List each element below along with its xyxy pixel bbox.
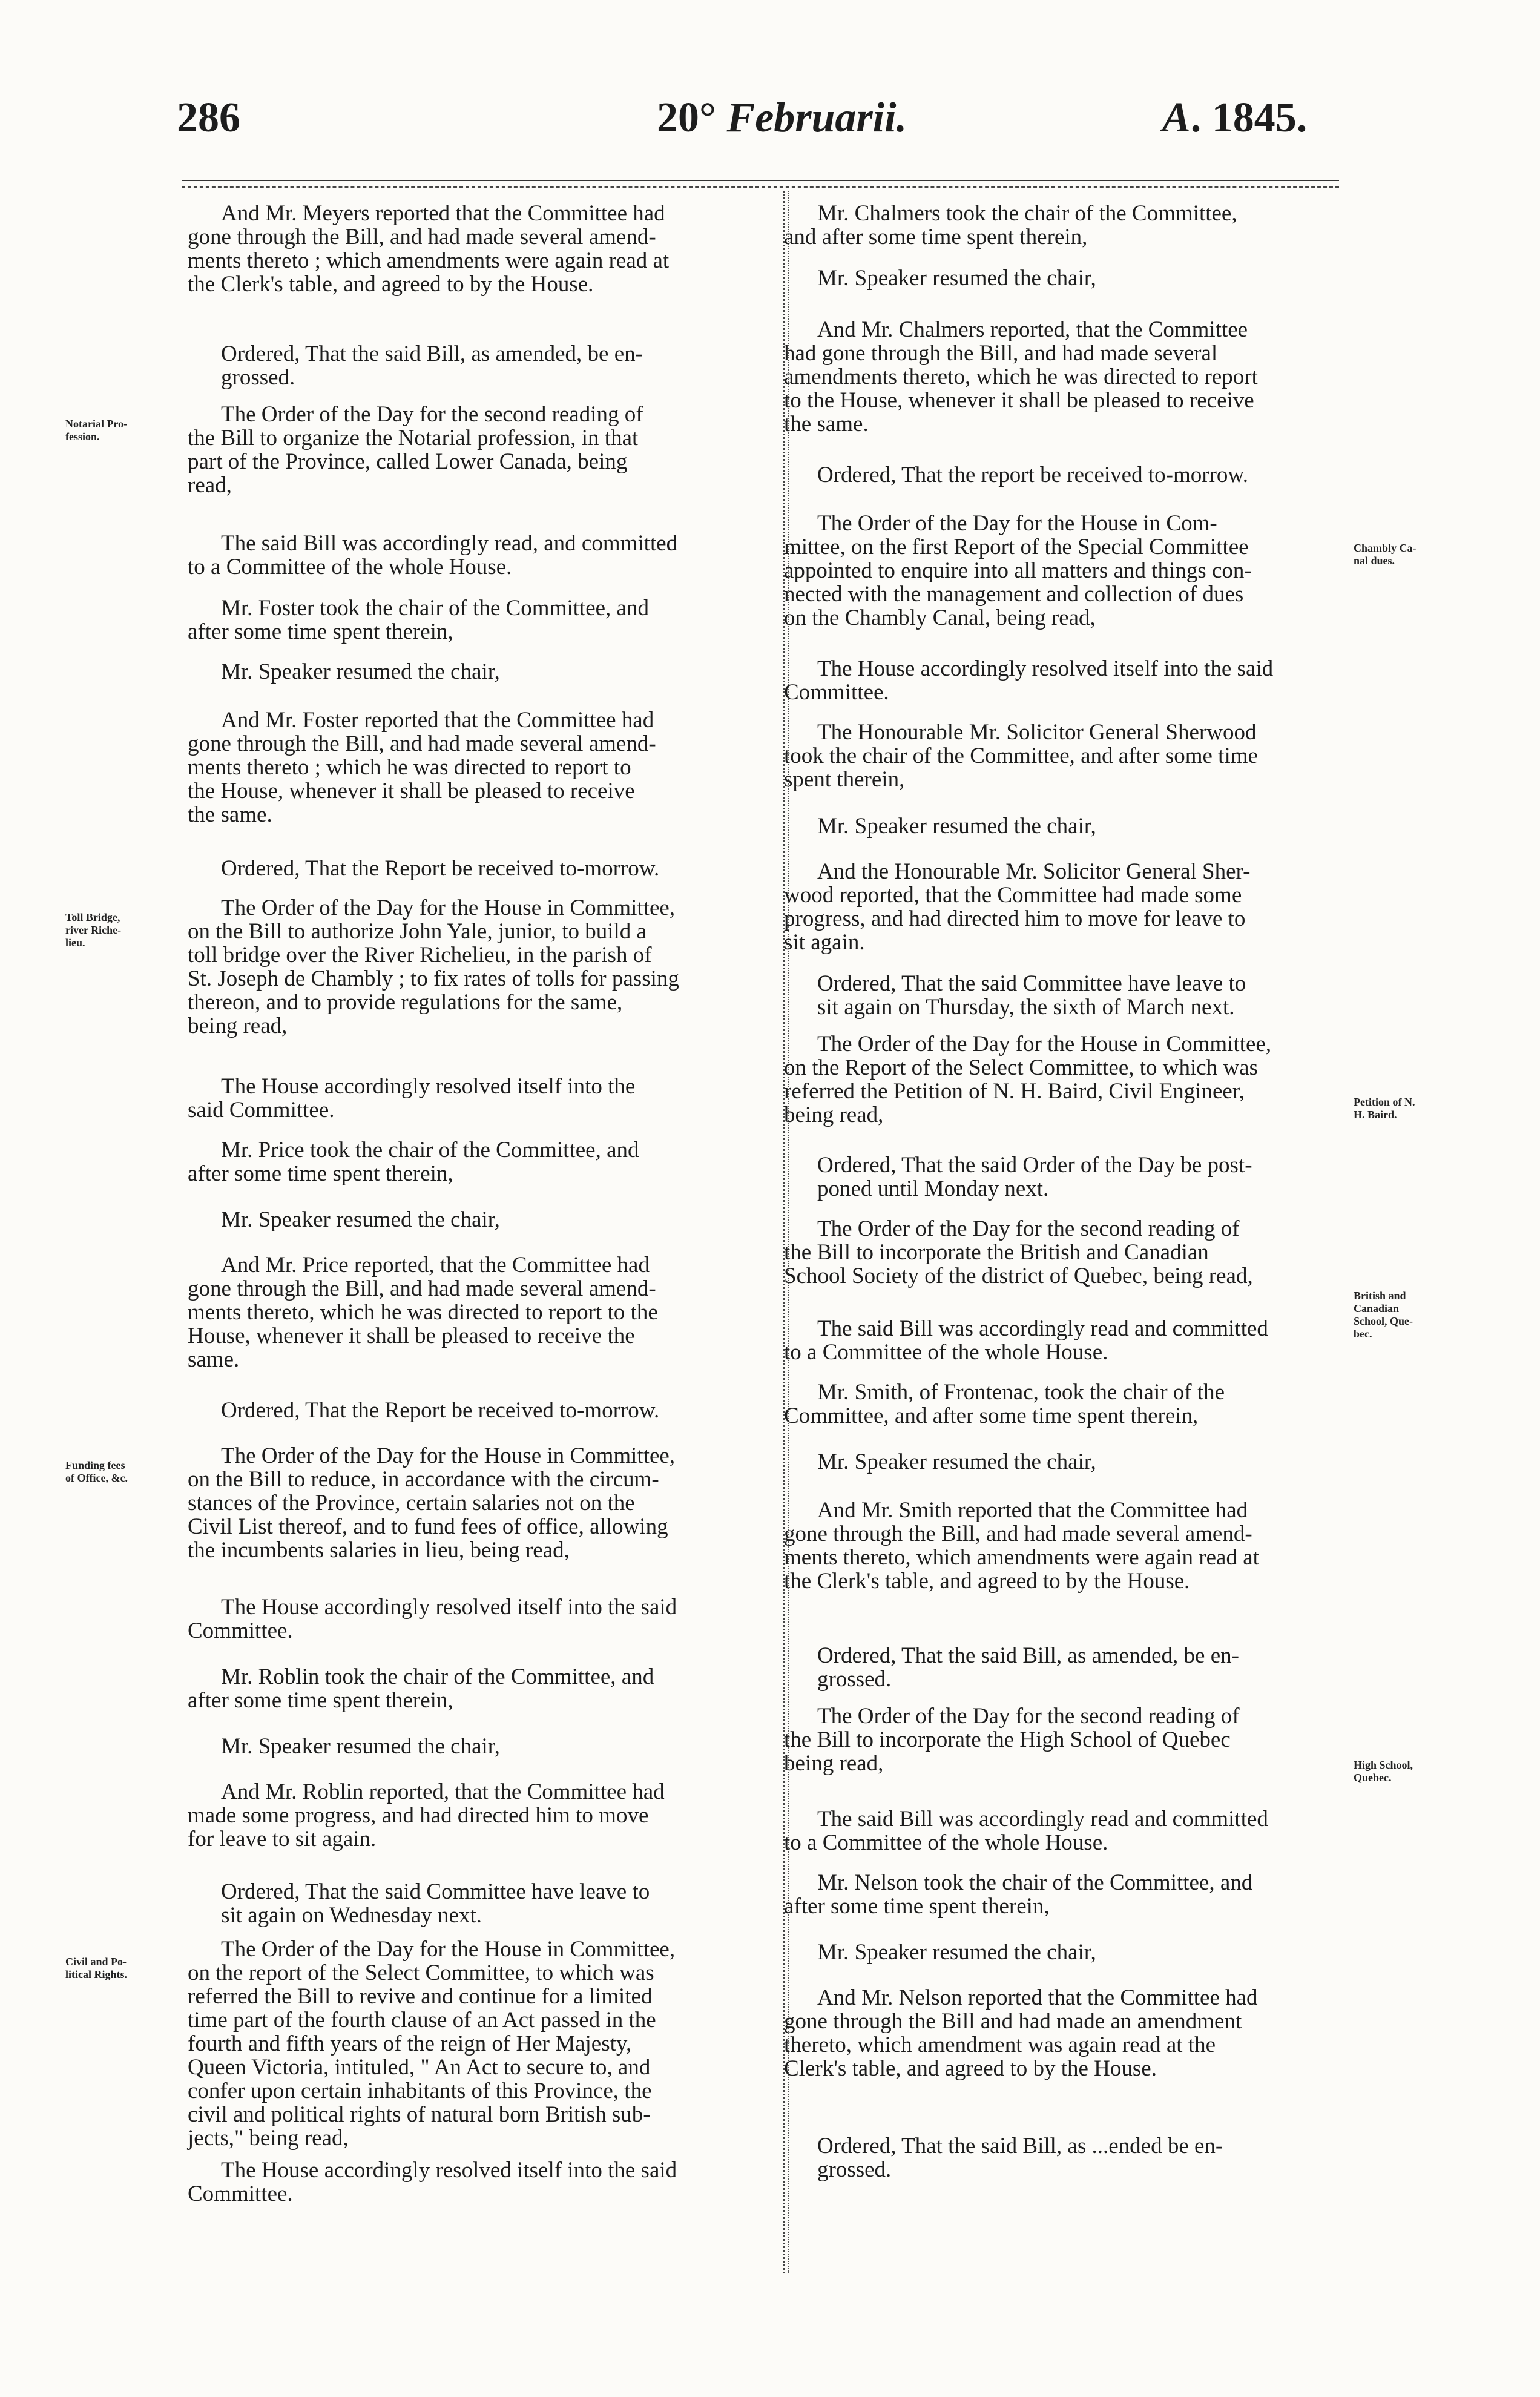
margin-note-baird: Petition of N. H. Baird. xyxy=(1354,1096,1415,1121)
page-year xyxy=(1162,94,1308,141)
margin-note-high-school: High School, Quebec. xyxy=(1354,1759,1413,1784)
paragraph: The Order of the Day for the second reading of the Bill to incorporate the High School of Quebec being read, xyxy=(784,1704,1240,1776)
paragraph: And Mr. Price reported, that the Committee had gone through the Bill, and had made several amend- ments thereto, which he was directed to report to the House, whenever it shall be pleased to receive the same. xyxy=(188,1253,658,1372)
page-number: 286 xyxy=(177,94,240,141)
paragraph: Mr. Foster took the chair of the Committee, and after some time spent therein, xyxy=(188,596,649,644)
paragraph: Mr. Chalmers took the chair of the Committee, and after some time spent therein, xyxy=(784,201,1237,249)
paragraph: Mr. Speaker resumed the chair, xyxy=(817,814,1096,839)
paragraph: Mr. Speaker resumed the chair, xyxy=(817,1940,1096,1965)
paragraph: And Mr. Roblin reported, that the Committee had made some progress, and had directed him to move for leave to sit again. xyxy=(188,1779,665,1851)
margin-note-toll-bridge: Toll Bridge, river Riche- lieu. xyxy=(65,911,122,949)
paragraph: The Order of the Day for the second reading of the Bill to incorporate the British and Canadian School Society of the district of Quebec, being read, xyxy=(784,1216,1253,1288)
paragraph: Mr. Speaker resumed the chair, xyxy=(817,266,1096,291)
paragraph: Mr. Speaker resumed the chair, xyxy=(221,1207,500,1232)
page-header xyxy=(0,0,1540,157)
margin-note-notarial: Notarial Pro- fession. xyxy=(65,418,128,443)
paragraph: The Order of the Day for the House in Committee, on the Bill to reduce, in accordance with the circum- stances of the Province, certain salaries not on the Civil List thereof, and to fund fees of office, allowing the incumbents salaries in lieu, being read, xyxy=(188,1443,676,1563)
paragraph: The House accordingly resolved itself into the said Committee. xyxy=(188,1074,636,1123)
paragraph: And Mr. Chalmers reported, that the Committee had gone through the Bill, and had made several amendments thereto, which he was directed to report to the House, whenever it shall be pleased to receive the same. xyxy=(784,317,1258,437)
paragraph: The Order of the Day for the House in Committee, on the Bill to authorize John Yale, junior, to build a toll bridge over the River Richelieu, in the parish of St. Joseph de Chambly ; to fix rates of tolls for passing thereon, and to provide regulations for the same, being read, xyxy=(188,895,679,1038)
paragraph-ordered: Ordered, That the said Committee have leave to sit again on Wednesday next. xyxy=(221,1879,650,1928)
paragraph: The said Bill was accordingly read, and committed to a Committee of the whole House. xyxy=(188,531,678,579)
paragraph: The Honourable Mr. Solicitor General Sherwood took the chair of the Committee, and after some time spent therein, xyxy=(784,720,1258,792)
year-letter: A xyxy=(1162,94,1191,141)
paragraph: The Order of the Day for the House in Com- mittee, on the first Report of the Special Committee appointed to enquire into all matters and things con- nected with the management and collection of dues on the Chambly Canal, being read, xyxy=(784,511,1252,630)
paragraph-ordered: Ordered, That the said Bill, as amended, be en- grossed. xyxy=(817,1643,1239,1692)
margin-note-chambly: Chambly Ca- nal dues. xyxy=(1354,542,1417,567)
paragraph: And Mr. Smith reported that the Committee had gone through the Bill, and had made several amend- ments thereto, which amendments were again read at the Clerk's table, and agreed to by the House. xyxy=(784,1498,1259,1594)
paragraph: And the Honourable Mr. Solicitor General Sher- wood reported, that the Committee had made some progress, and had directed him to move for leave to sit again. xyxy=(784,859,1251,955)
paragraph-ordered: Ordered, That the said Order of the Day be post- poned until Monday next. xyxy=(817,1153,1252,1201)
paragraph-ordered: Ordered, That the Report be received to-morrow. xyxy=(221,1398,660,1423)
paragraph: Mr. Nelson took the chair of the Committee, and after some time spent therein, xyxy=(784,1870,1253,1919)
margin-note-civil-rights: Civil and Po- litical Rights. xyxy=(65,1956,127,1980)
page-date xyxy=(657,94,907,141)
date-month: Februarii. xyxy=(726,94,907,141)
paragraph: Mr. Speaker resumed the chair, xyxy=(817,1449,1096,1474)
paragraph: Mr. Smith, of Frontenac, took the chair of the Committee, and after some time spent therein, xyxy=(784,1380,1225,1428)
paragraph-ordered: Ordered, That the said Bill, as ...ended be en- grossed. xyxy=(817,2134,1223,2182)
paragraph: And Mr. Foster reported that the Committee had gone through the Bill, and had made several amend- ments thereto ; which he was directed to report to the House, whenever it shall be pleased to receive the same. xyxy=(188,708,656,827)
date-day: 20° xyxy=(657,94,716,141)
paragraph: Mr. Speaker resumed the chair, xyxy=(221,1734,500,1759)
paragraph-ordered: Ordered, That the said Committee have leave to sit again on Thursday, the sixth of March next. xyxy=(817,971,1246,1020)
paragraph: The Order of the Day for the second reading of the Bill to organize the Notarial profession, in that part of the Province, called Lower Canada, being read, xyxy=(188,402,643,498)
paragraph: Mr. Speaker resumed the chair, xyxy=(221,659,500,684)
paragraph: The Order of the Day for the House in Committee, on the Report of the Select Committee, to which was referred the Petition of N. H. Baird, Civil Engineer, being read, xyxy=(784,1032,1272,1127)
paragraph: Mr. Roblin took the chair of the Committee, and after some time spent therein, xyxy=(188,1664,654,1713)
paragraph-ordered: Ordered, That the said Bill, as amended, be en- grossed. xyxy=(221,341,643,390)
paragraph: The Order of the Day for the House in Committee, on the report of the Select Committee, to which was referred the Bill to revive and continue for a limited time part of the fourth clause of an Act passed in the fourth and fifth years of the reign of Her Majesty, Queen Victoria, intituled, " An Act to secure to, and confer upon certain inhabitants of this Province, the civil and political rights of natural born British sub- jects," being read, xyxy=(188,1937,676,2151)
year-number: . 1845. xyxy=(1190,94,1308,141)
paragraph: The House accordingly resolved itself into the said Committee. xyxy=(784,656,1274,705)
header-rule xyxy=(182,179,1339,181)
margin-note-funding-fees: Funding fees of Office, &c. xyxy=(65,1459,128,1484)
paragraph: Mr. Price took the chair of the Committee, and after some time spent therein, xyxy=(188,1138,639,1186)
paragraph: The House accordingly resolved itself into the said Committee. xyxy=(188,2158,677,2206)
paragraph: The House accordingly resolved itself into the said Committee. xyxy=(188,1595,677,1643)
paragraph: The said Bill was accordingly read and committed to a Committee of the whole House. xyxy=(784,1807,1268,1855)
margin-note-british-school: British and Canadian School, Que- bec. xyxy=(1354,1290,1413,1340)
paragraph: The said Bill was accordingly read and committed to a Committee of the whole House. xyxy=(784,1316,1268,1365)
paragraph-ordered: Ordered, That the Report be received to-morrow. xyxy=(221,856,660,881)
paragraph-ordered: Ordered, That the report be received to-morrow. xyxy=(817,463,1248,487)
paragraph: And Mr. Meyers reported that the Committee had gone through the Bill, and had made several amend- ments thereto ; which amendments were again read at the Clerk's table, and agreed to by the House. xyxy=(188,201,670,297)
paragraph: And Mr. Nelson reported that the Committee had gone through the Bill and had made an amendment thereto, which amendment was again read at the Clerk's table, and agreed to by the House. xyxy=(784,1985,1258,2081)
header-rule-secondary xyxy=(182,186,1339,188)
